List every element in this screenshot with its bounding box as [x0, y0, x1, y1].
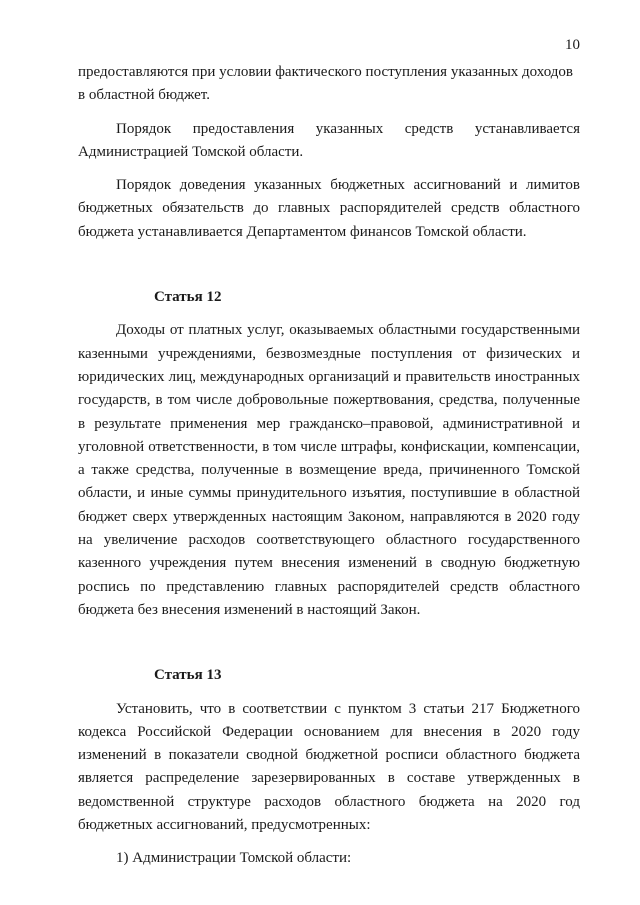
paragraph: Порядок доведения указанных бюджетных ассигнований и лимитов бюджетных обязательств до главных распорядителей средств областного бюджета устанавливается Департаментом финансов Томской области. — [78, 177, 580, 240]
page-number: 10 — [565, 37, 580, 53]
article-12-heading: Статья 12 — [154, 289, 222, 306]
article-13-text: Установить, что в соответствии с пунктом 3 статьи 217 Бюджетного кодекса Российской Федерации основанием для внесения в 2020 году изменений в показатели сводной бюджетной росписи областного бюджета является распределение зарезервированных в составе утвержденных в ведомственной структуре расходов областного бюджета на 2020 год бюджетных ассигнований, предусмотренных: — [78, 700, 580, 834]
paragraph: предоставляются при условии фактического поступления указанных доходов в областной бюджет. — [78, 64, 573, 104]
paragraph: Порядок предоставления указанных средств устанавливается Администрацией Томской области. — [78, 120, 580, 160]
article-13-heading: Статья 13 — [154, 667, 222, 684]
document-body — [78, 61, 580, 871]
article-13-item-1: 1) Администрации Томской области: — [116, 850, 352, 867]
article-12-text: Доходы от платных услуг, оказываемых областными государственными казенными учреждениями, безвозмездные поступления от физических и юридических лиц, международных организаций и правительств иностранных государств, в том числе добровольные пожертвования, средства, полученные в результате применения мер гражданско–правовой, административной и уголовной ответственности, в том числе штрафы, конфискации, компенсации, а также средства, полученные в возмещение вреда, причиненного Томской области, и иные суммы принудительного изъятия, поступившие в областной бюджет сверх утвержденных настоящим Законом, направляются в 2020 году на увеличение расходов соответствующего областного государственного казенного учреждения путем внесения изменений в сводную бюджетную роспись по представлению главных распорядителей средств областного бюджета без внесения изменений в настоящий Закон. — [78, 322, 580, 618]
